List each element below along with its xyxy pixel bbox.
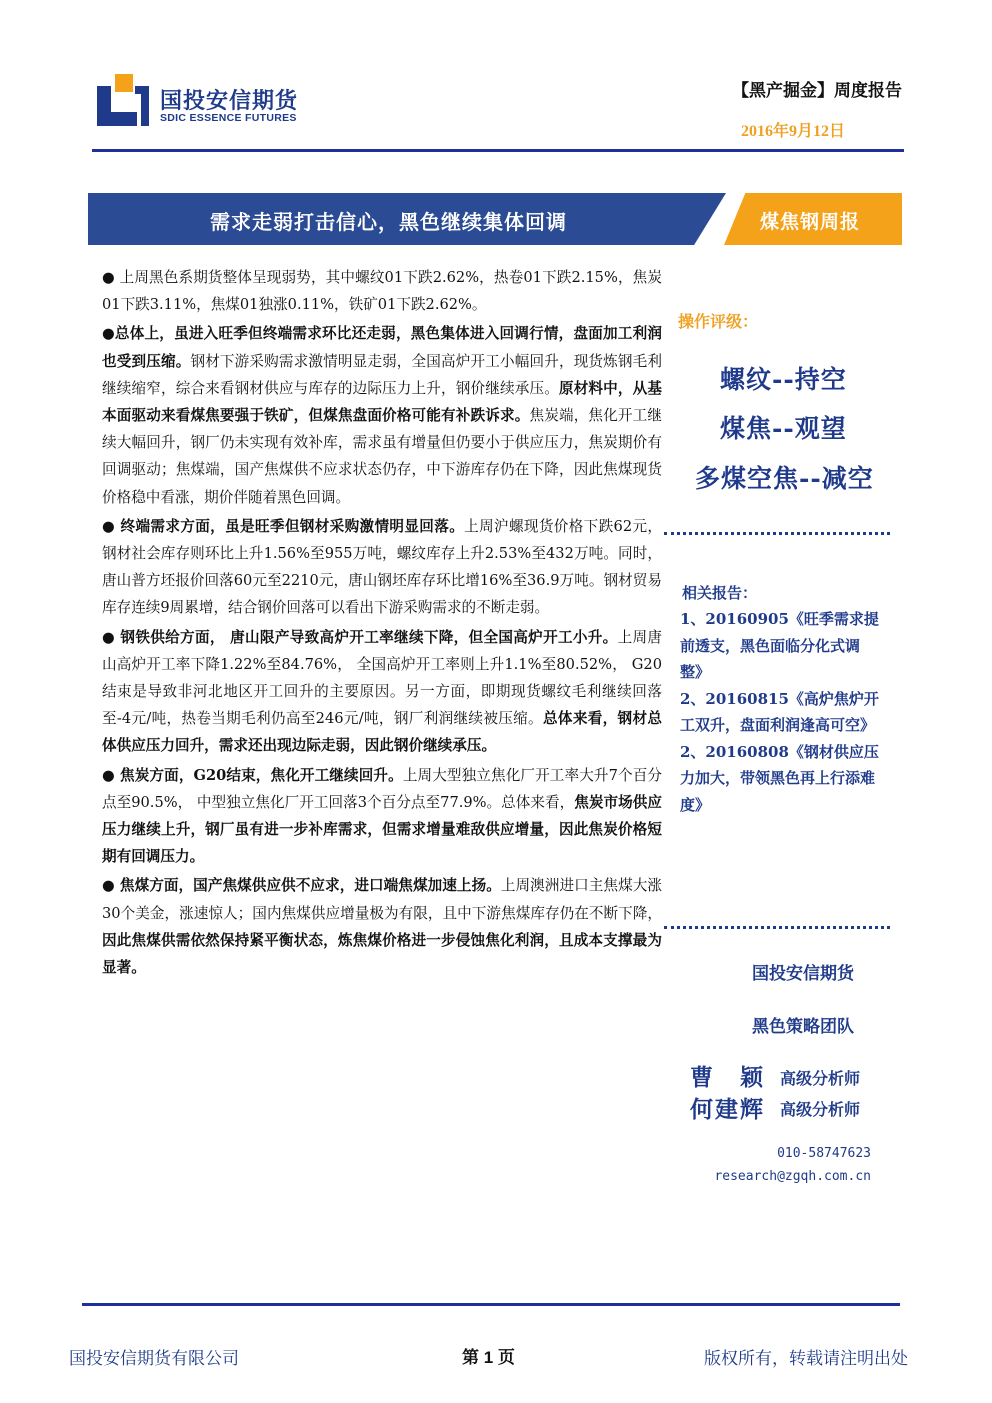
sidebar-divider <box>664 926 890 929</box>
report-type: 【黑产掘金】周度报告 <box>732 81 902 101</box>
header-divider <box>92 149 904 152</box>
related-reports-heading: 相关报告： <box>682 584 758 602</box>
rating-long-coal-short-coke: 多煤空焦--减空 <box>695 464 874 493</box>
report-body <box>102 264 662 983</box>
sidebar-divider <box>664 532 890 535</box>
related-reports-list <box>680 606 880 818</box>
report-category: 煤焦钢周报 <box>760 211 861 233</box>
report-title: 需求走弱打击信心，黑色继续集体回调 <box>210 210 567 234</box>
contact-email[interactable]: research@zgqh.com.cn <box>714 1169 871 1184</box>
company-logo-icon <box>97 74 149 126</box>
demand-paragraph: ● 终端需求方面，虽是旺季但钢材采购激情明显回落。上周沪螺现货价格下跌62元，钢材社会库存则环比上升1.56%至955万吨，螺纹库存上升2.53%至432万吨。同时，唐山普方坯报价回落60元至2210元，唐山钢坯库存环比增16%至36.9万吨。钢材贸易库存连续9周累增，结合钢价回落可以看出下游采购需求的不断走弱。 <box>102 517 662 617</box>
related-report-item[interactable]: 2、20160815《高炉焦炉开工双升，盘面利润逢高可空》 <box>680 689 879 734</box>
overall-paragraph: ●总体上，虽进入旺季但终端需求环比还走弱，黑色集体进入回调行情，盘面加工利润也受到压缩。钢材下游采购需求激情明显走弱，全国高炉开工小幅回升，现货炼钢毛利继续缩窄，综合来看钢材供应与库存的边际压力上升，钢价继续承压。原材料中，从基本面驱动来看煤焦要强于铁矿，但煤焦盘面价格可能有补跌诉求。焦炭端，焦化开工继续大幅回升，钢厂仍未实现有效补库，需求虽有增量但仍要小于供应压力，焦炭期价有回调驱动；焦煤端，国产焦煤供不应求状态仍存，中下游库存仍在下降，因此焦煤现货价格稳中看涨，期价伴随着黑色回调。 <box>102 325 662 506</box>
coking-coal-paragraph: ● 焦煤方面，国产焦煤供应供不应求，进口端焦煤加速上扬。上周澳洲进口主焦煤大涨30个美金，涨速惊人；国内焦煤供应增量极为有限，且中下游焦煤库存仍在不断下降，因此焦煤供需依然保持紧平衡状态，炼焦煤价格进一步侵蚀焦化利润，且成本支撑最为显著。 <box>102 877 662 977</box>
footer-divider <box>82 1303 900 1306</box>
analyst-title: 高级分析师 <box>780 1100 861 1119</box>
analyst-name: 何建辉 <box>690 1097 765 1123</box>
operation-rating-label: 操作评级： <box>678 312 759 331</box>
rating-coal-coke: 煤焦--观望 <box>720 414 847 443</box>
supply-paragraph: ● 钢铁供给方面， 唐山限产导致高炉开工率继续下降，但全国高炉开工小升。上周唐山高炉开工率下降1.22%至84.76%， 全国高炉开工率则上升1.1%至80.52%， G20结束是导致非河北地区开工回升的主要原因。另一方面，即期现货螺纹毛利继续回落至-4元/吨，热卷当期毛利仍高至246元/吨，钢厂利润继续被压缩。总体来看，钢材总体供应压力回升，需求还出现边际走弱，因此钢价继续承压。 <box>102 628 662 755</box>
footer-company: 国投安信期货有限公司 <box>69 1349 239 1369</box>
analyst-name: 曹 颖 <box>690 1065 765 1091</box>
related-report-item[interactable]: 2、20160808《钢材供应压力加大，带领黑色再上行添难度》 <box>680 742 879 814</box>
logo-chinese-name: 国投安信期货 <box>160 89 299 114</box>
team-name: 黑色策略团队 <box>752 1017 854 1037</box>
analyst-title: 高级分析师 <box>780 1069 861 1088</box>
report-date: 2016年9月12日 <box>740 123 845 140</box>
page-number: 第 1 页 <box>462 1348 515 1367</box>
rating-rebar: 螺纹--持空 <box>720 365 847 394</box>
coke-paragraph: ● 焦炭方面，G20结束，焦化开工继续回升。上周大型独立焦化厂开工率大升7个百分点至90.5%， 中型独立焦化厂开工回落3个百分点至77.9%。总体来看，焦炭市场供应压力继续上升，钢厂虽有进一步补库需求，但需求增量难敌供应增量，因此焦炭价格短期有回调压力。 <box>102 766 662 866</box>
summary-paragraph: ● 上周黑色系期货整体呈现弱势，其中螺纹01下跌2.62%，热卷01下跌2.15%，焦炭01下跌3.11%，焦煤01独涨0.11%，铁矿01下跌2.62%。 <box>102 269 662 314</box>
related-report-item[interactable]: 1、20160905《旺季需求提前透支，黑色面临分化式调整》 <box>680 610 879 681</box>
footer-copyright: 版权所有，转载请注明出处 <box>704 1349 908 1369</box>
firm-name: 国投安信期货 <box>752 964 854 984</box>
logo-english-name: SDIC ESSENCE FUTURES <box>160 112 297 124</box>
contact-phone: 010-58747623 <box>777 1146 871 1161</box>
